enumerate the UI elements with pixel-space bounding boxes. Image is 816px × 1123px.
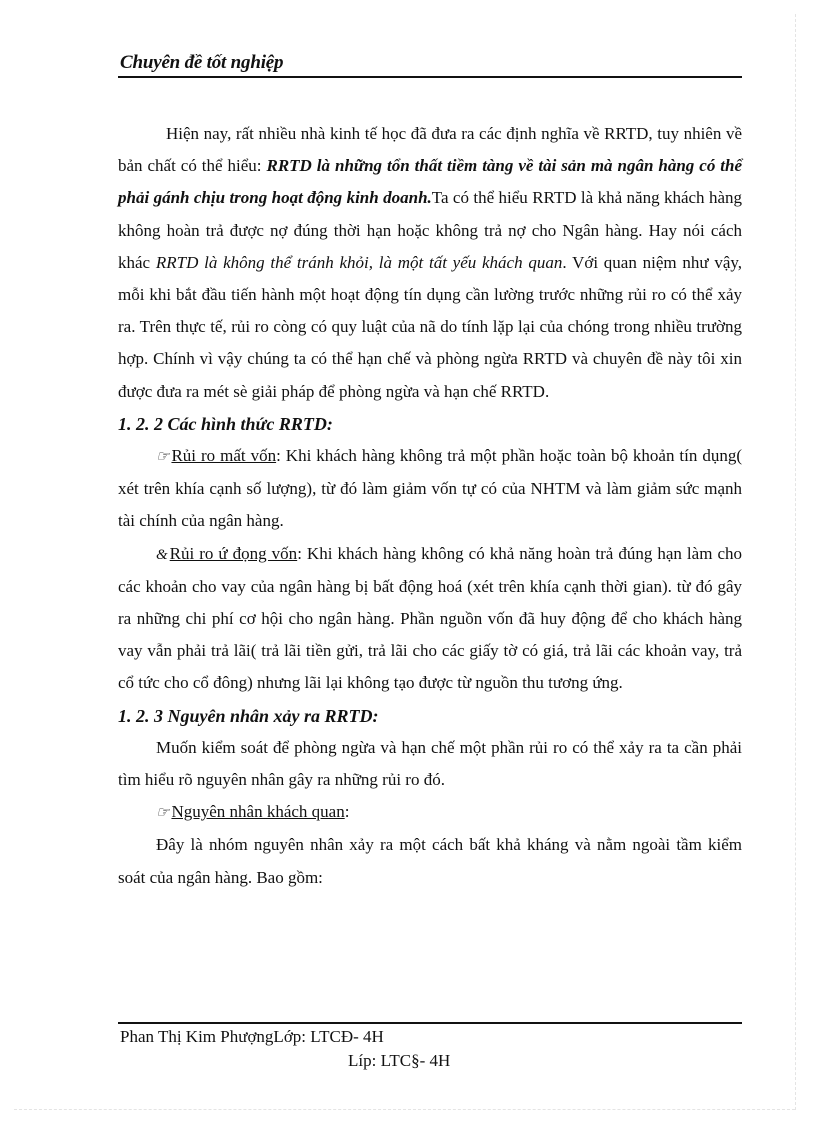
footer-divider bbox=[118, 1022, 742, 1024]
intro-text-1: Hiện nay, rất nhiều nhà kinh tế học đã đưa ra các định nghĩa về RRTD, tuy nhiên về bản chất có thể hiểu: bbox=[118, 124, 742, 176]
objective-colon: : bbox=[344, 802, 350, 822]
footer-author-class: Phan Thị Kim PhượngLớp: LTCĐ- 4H bbox=[120, 1027, 384, 1046]
header-divider bbox=[118, 76, 742, 78]
section-heading-forms: 1. 2. 2 Các hình thức RRTD: bbox=[118, 413, 333, 434]
objective-paragraph bbox=[118, 796, 742, 829]
frozen-label: Rủi ro ứ đọng vốn bbox=[169, 543, 298, 563]
loss-text: : Khi khách hàng không trả một phần hoặc toàn bộ khoản tín dụng( xét trên khía cạnh số lượng), từ đó làm giảm vốn tự có của NHTM và làm giảm sức mạnh tài chính của ngân hàng. bbox=[118, 446, 743, 531]
page-edge-bottom bbox=[14, 1109, 795, 1110]
ampersand-icon: & bbox=[156, 546, 168, 563]
intro-text-3: . Với quan niệm như vậy, mỗi khi bắt đầu tiến hành một hoạt động tín dụng cần lường trước những rủi ro có thể xảy ra. Trên thực tế, rủi ro còng có quy luật của nã do tính lặp lại của chóng trong nhiều trường hợp. Chính vì vậy chúng ta có thể hạn chế và phòng ngừa RRTD và chuyên đề này tôi xin được đưa ra mét sè giải pháp để phòng ngừa và hạn chế RRTD. bbox=[118, 252, 743, 401]
intro-emphasis: RRTD là không thể tránh khỏi, là một tất yếu khách quan bbox=[155, 252, 563, 272]
objective-label: Nguyên nhân khách quan bbox=[171, 802, 345, 822]
loss-label: Rủi ro mất vốn bbox=[171, 446, 277, 466]
document-body bbox=[118, 118, 742, 894]
intro-paragraph bbox=[118, 118, 742, 408]
intro-definition: RRTD là những tổn thất tiềm tàng về tài sản mà ngân hàng có thể phải gánh chịu trong hoạt động kinh doanh. bbox=[118, 156, 743, 208]
frozen-paragraph bbox=[118, 538, 742, 700]
objective-description: Đây là nhóm nguyên nhân xảy ra một cách bất khả kháng và nằm ngoài tầm kiểm soát của ngân hàng. Bao gồm: bbox=[118, 835, 742, 887]
footer-class: Líp: LTC§- 4H bbox=[348, 1051, 451, 1070]
page-edge-right bbox=[795, 14, 796, 1110]
intro-text-2: Ta có thể hiểu RRTD là khả năng khách hàng không hoàn trả được nợ đúng thời hạn hoặc không trả nợ cho Ngân hàng. Hay nói cách khác bbox=[118, 188, 743, 272]
loss-paragraph bbox=[118, 440, 742, 538]
pointing-hand-icon: ☞ bbox=[156, 449, 170, 466]
pointing-hand-icon: ☞ bbox=[156, 805, 170, 822]
section-heading-causes: 1. 2. 3 Nguyên nhân xảy ra RRTD: bbox=[118, 705, 379, 726]
page-header-title: Chuyên đề tốt nghiệp bbox=[120, 52, 284, 73]
causes-intro-paragraph: Muốn kiểm soát để phòng ngừa và hạn chế một phần rủi ro có thể xảy ra ta cần phải tìm hiểu rõ nguyên nhân gây ra những rủi ro đó. bbox=[118, 737, 742, 790]
frozen-text: : Khi khách hàng không có khả năng hoàn trả đúng hạn làm cho các khoản cho vay của ngân hàng bị bất động hoá (xét trên khía cạnh thời gian). từ đó gây ra những chi phí cơ hội cho ngân hàng. Phần nguồn vốn đã huy động để cho khách hàng vay vẫn phải trả lãi( trả lãi tiền gửi, trả lãi cho các giấy tờ có giá, trả lãi các khoản vay, trả cổ tức cho cổ đông) nhưng lãi lại không tạo được từ nguồn thu tương ứng. bbox=[118, 543, 742, 693]
